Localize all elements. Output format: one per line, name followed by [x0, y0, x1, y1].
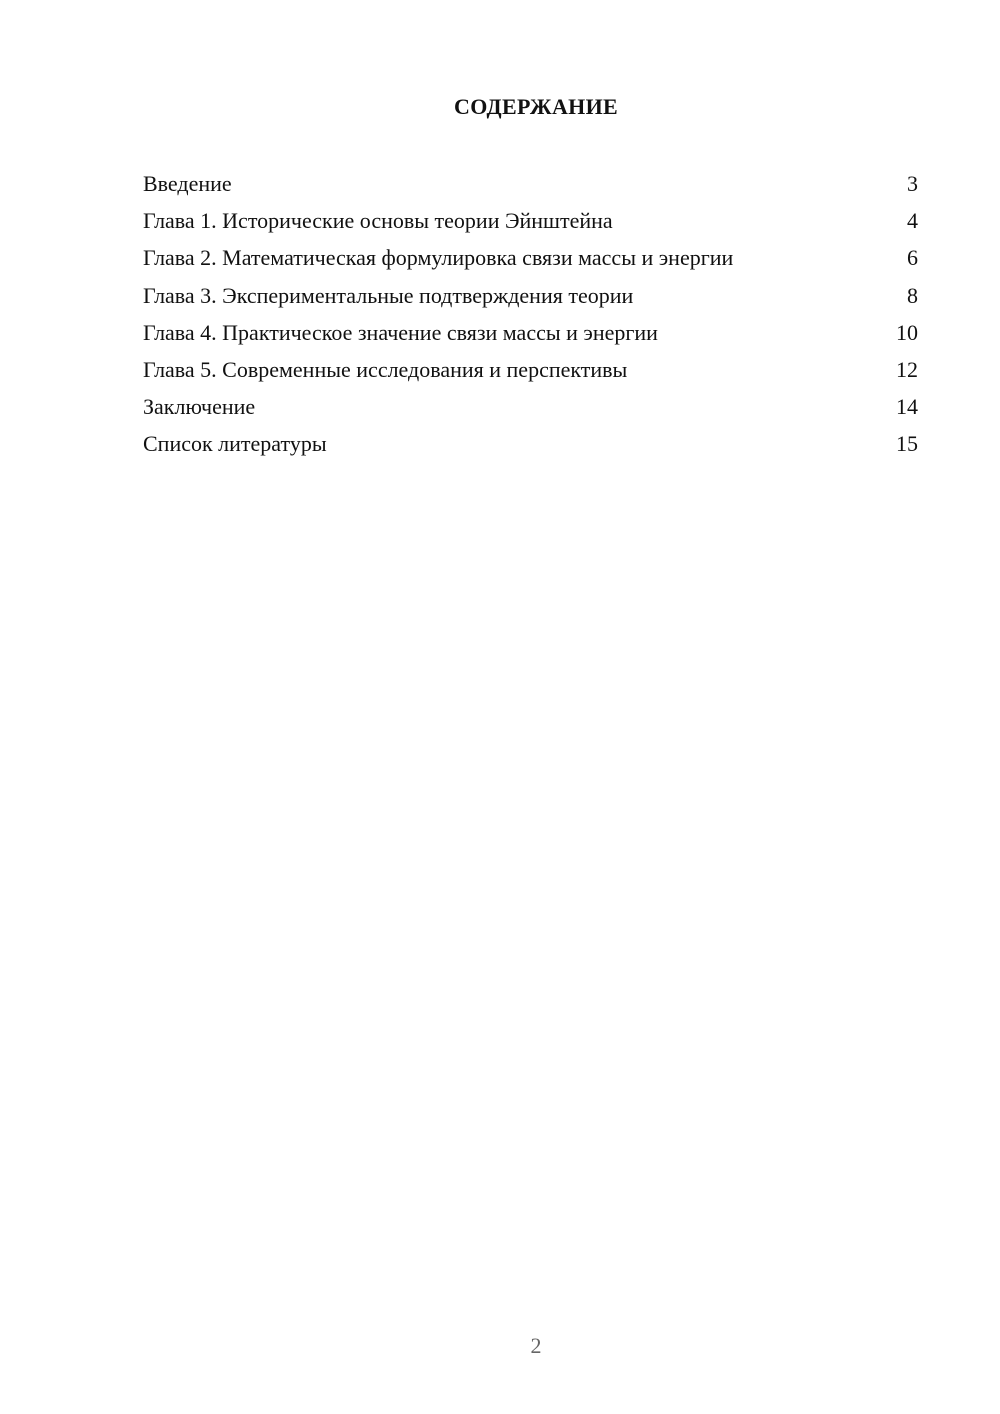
toc-entry-page: 8	[907, 282, 918, 308]
toc-entry-references	[143, 429, 918, 466]
toc-entry-chapter-1	[143, 206, 918, 243]
toc-entry-title: Глава 1. Исторические основы теории Эйнштейна	[143, 208, 613, 234]
page-number: 2	[530, 1333, 542, 1358]
toc-entry-page: 15	[896, 431, 918, 457]
page-title: СОДЕРЖАНИЕ	[454, 94, 618, 119]
toc-entry-title: Глава 5. Современные исследования и перспективы	[143, 356, 628, 382]
toc-entry-page: 4	[907, 208, 918, 234]
toc-entry-chapter-5	[143, 355, 918, 392]
toc-entry-chapter-2	[143, 243, 918, 280]
toc-entry-title: Введение	[143, 171, 232, 196]
toc-entry-title: Глава 3. Экспериментальные подтверждения теории	[143, 282, 634, 308]
toc-entry-page: 10	[896, 319, 918, 345]
toc-entry-title: Заключение	[143, 394, 256, 420]
toc-entry-introduction	[143, 169, 918, 206]
toc-entry-page: 12	[896, 356, 918, 382]
toc-entry-title: Глава 2. Математическая формулировка связи массы и энергии	[143, 245, 734, 271]
toc-entry-title: Глава 4. Практическое значение связи массы и энергии	[143, 319, 658, 345]
table-of-contents	[143, 169, 918, 467]
toc-entry-page: 3	[907, 171, 918, 196]
toc-entry-title: Список литературы	[143, 431, 327, 457]
toc-entry-conclusion	[143, 392, 918, 429]
toc-entry-chapter-4	[143, 318, 918, 355]
toc-entry-page: 6	[907, 245, 918, 271]
toc-entry-chapter-3	[143, 281, 918, 318]
toc-entry-page: 14	[896, 394, 918, 420]
